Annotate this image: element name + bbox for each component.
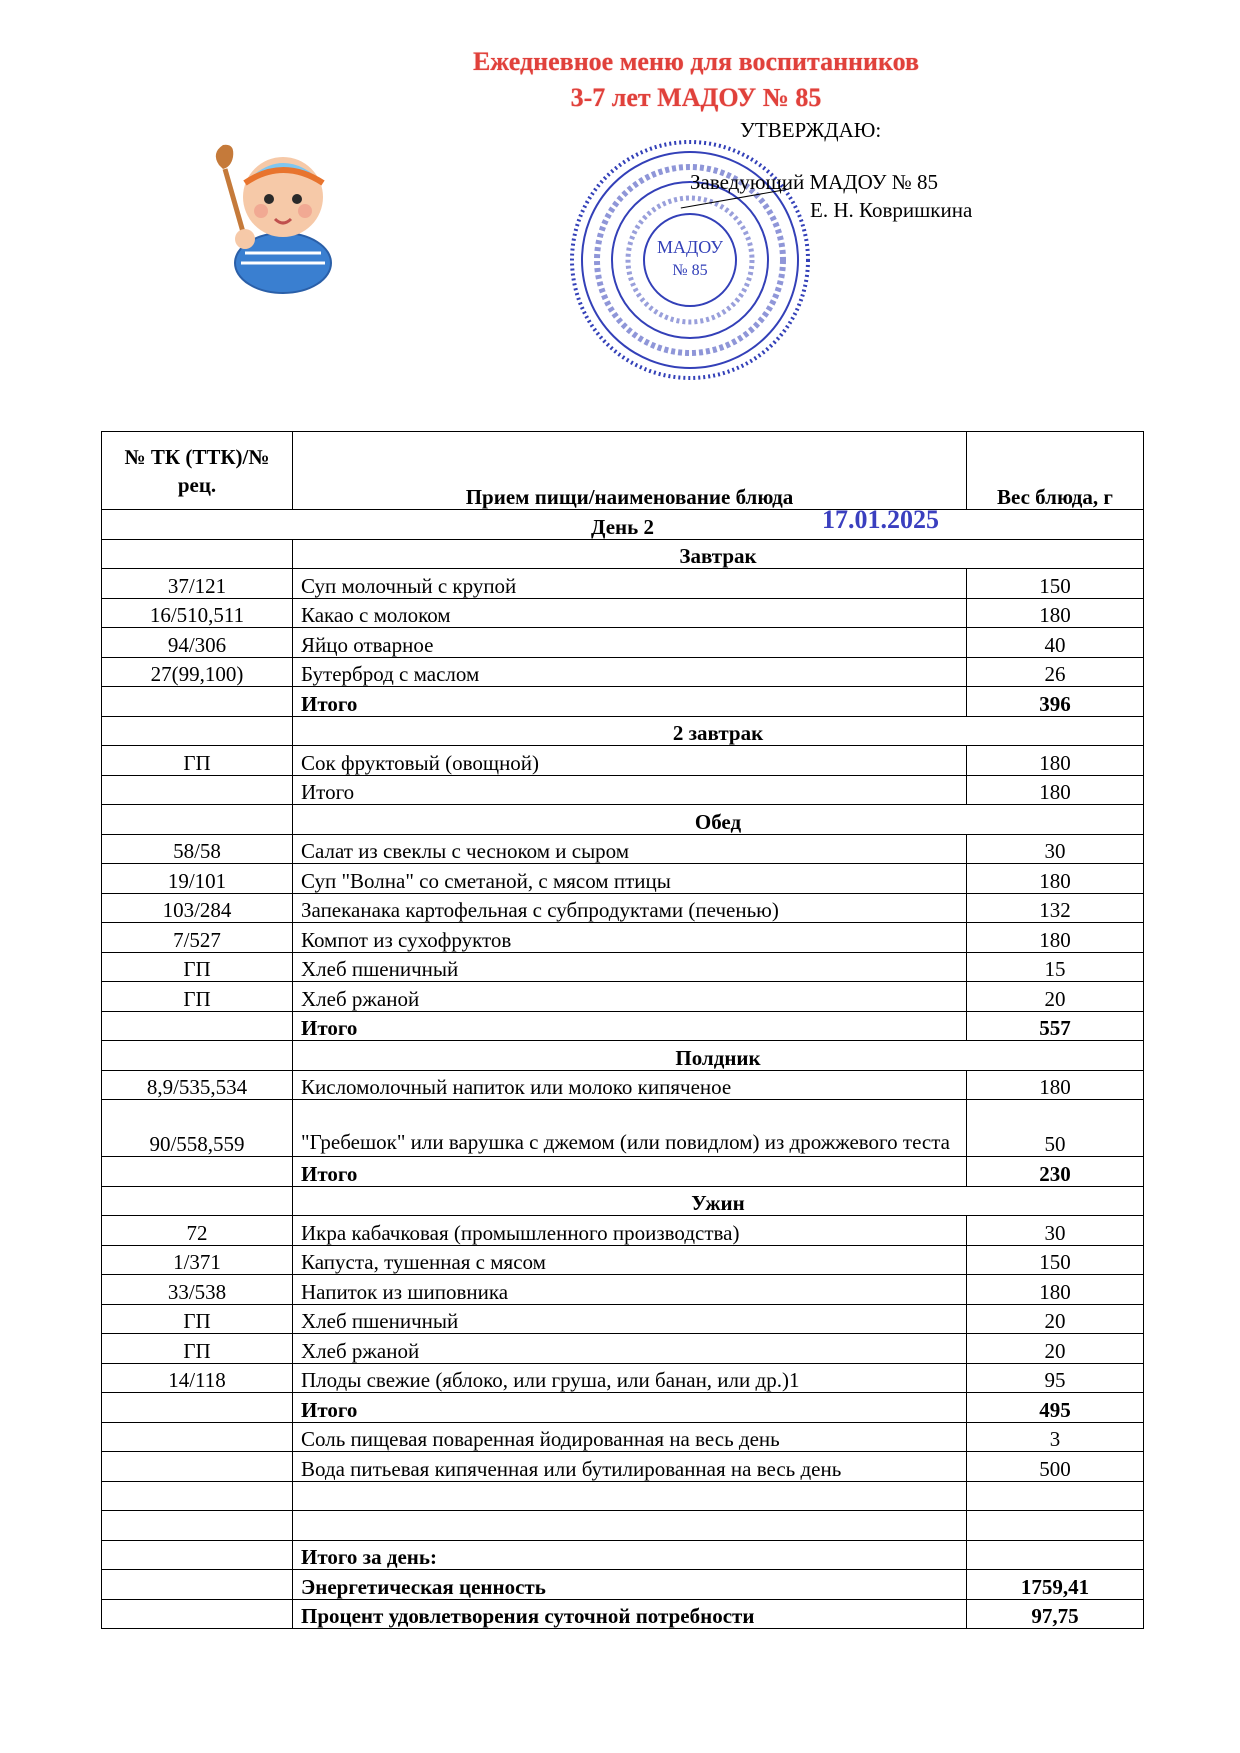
table-row — [102, 1304, 1144, 1334]
dish-code: ГП — [102, 1334, 293, 1364]
table-header-row — [102, 432, 1144, 510]
child-mascot-illustration — [205, 135, 355, 295]
table-row — [102, 952, 1144, 982]
dish-name: Хлеб ржаной — [293, 982, 967, 1012]
total-row — [102, 1011, 1144, 1041]
dish-weight: 180 — [967, 598, 1144, 628]
table-row — [102, 1422, 1144, 1452]
dish-name: Какао с молоком — [293, 598, 967, 628]
table-row — [102, 1334, 1144, 1364]
dish-name: Капуста, тушенная с мясом — [293, 1245, 967, 1275]
extra-weight: 3 — [967, 1422, 1144, 1452]
table-row — [102, 834, 1144, 864]
total-row — [102, 1157, 1144, 1187]
stamp-center-line1: МАДОУ — [656, 237, 724, 257]
dish-name: Салат из свеклы с чесноком и сыром — [293, 834, 967, 864]
col-weight-header: Вес блюда, г — [967, 432, 1144, 510]
dish-code: 7/527 — [102, 923, 293, 953]
table-row — [102, 598, 1144, 628]
dish-code: 1/371 — [102, 1245, 293, 1275]
table-row — [102, 657, 1144, 687]
day-label: День 2 — [591, 514, 654, 539]
total-value: 180 — [967, 775, 1144, 805]
section-title-snack: Полдник — [293, 1041, 1144, 1071]
energy-label: Энергетическая ценность — [293, 1570, 967, 1600]
approve-label: УТВЕРЖДАЮ: — [740, 118, 882, 142]
dish-name: Хлеб пшеничный — [293, 1304, 967, 1334]
dish-name: Яйцо отварное — [293, 628, 967, 658]
table-row — [102, 923, 1144, 953]
stamp-center-line2: № 85 — [672, 262, 708, 279]
table-row — [102, 982, 1144, 1012]
dish-weight: 150 — [967, 1245, 1144, 1275]
day-total-label: Итого за день: — [293, 1540, 967, 1570]
total-label: Итого — [293, 775, 967, 805]
dish-weight: 40 — [967, 628, 1144, 658]
table-row — [102, 1100, 1144, 1157]
dish-weight: 180 — [967, 923, 1144, 953]
dish-code: 27(99,100) — [102, 657, 293, 687]
dish-weight: 180 — [967, 864, 1144, 894]
section-title-second-breakfast: 2 завтрак — [293, 716, 1144, 746]
total-value: 557 — [967, 1011, 1144, 1041]
dish-name: Кисломолочный напиток или молоко кипяченое — [293, 1070, 967, 1100]
energy-value: 1759,41 — [967, 1570, 1144, 1600]
table-row — [102, 746, 1144, 776]
dish-name: Хлеб ржаной — [293, 1334, 967, 1364]
dish-code: 72 — [102, 1216, 293, 1246]
percent-value: 97,75 — [967, 1599, 1144, 1629]
approver-position: Заведующий МАДОУ № 85 — [690, 170, 939, 194]
dish-name: Напиток из шиповника — [293, 1275, 967, 1305]
extra-name: Соль пищевая поваренная йодированная на весь день — [293, 1422, 967, 1452]
menu-date: 17.01.2025 — [822, 509, 939, 534]
approver-name: Е. Н. Ковришкина — [810, 198, 973, 222]
dish-code: ГП — [102, 1304, 293, 1334]
table-row — [102, 1275, 1144, 1305]
col-code-header: № ТК (ТТК)/№ рец. — [102, 432, 293, 510]
menu-title — [336, 44, 1056, 116]
dish-code: ГП — [102, 746, 293, 776]
extra-weight: 500 — [967, 1452, 1144, 1482]
dish-code: 103/284 — [102, 893, 293, 923]
dish-code: 19/101 — [102, 864, 293, 894]
dish-code: 90/558,559 — [102, 1100, 293, 1157]
day-total-row — [102, 1540, 1144, 1570]
dish-name: Запеканака картофельная с субпродуктами (печенью) — [293, 893, 967, 923]
total-label: Итого — [293, 687, 967, 717]
empty-row — [102, 1481, 1144, 1511]
dish-name: Икра кабачковая (промышленного производства) — [293, 1216, 967, 1246]
section-row — [102, 805, 1144, 835]
table-row — [102, 864, 1144, 894]
col-name-header: Прием пищи/наименование блюда — [293, 432, 967, 510]
dish-code: 58/58 — [102, 834, 293, 864]
dish-code: 33/538 — [102, 1275, 293, 1305]
dish-weight: 132 — [967, 893, 1144, 923]
dish-code: 14/118 — [102, 1363, 293, 1393]
table-row — [102, 1363, 1144, 1393]
dish-name: Сок фруктовый (овощной) — [293, 746, 967, 776]
dish-weight: 180 — [967, 1070, 1144, 1100]
percent-label: Процент удовлетворения суточной потребности — [293, 1599, 967, 1629]
extra-name: Вода питьевая кипяченная или бутилированная на весь день — [293, 1452, 967, 1482]
total-row — [102, 775, 1144, 805]
day-row — [102, 510, 1144, 540]
dish-code: 16/510,511 — [102, 598, 293, 628]
section-row — [102, 1186, 1144, 1216]
dish-name: Компот из сухофруктов — [293, 923, 967, 953]
dish-code: ГП — [102, 982, 293, 1012]
table-row — [102, 628, 1144, 658]
dish-name: Суп молочный с крупой — [293, 569, 967, 599]
total-value: 396 — [967, 687, 1144, 717]
section-row — [102, 1041, 1144, 1071]
table-row — [102, 1452, 1144, 1482]
table-row — [102, 569, 1144, 599]
dish-weight: 30 — [967, 1216, 1144, 1246]
dish-weight: 26 — [967, 657, 1144, 687]
table-row — [102, 1070, 1144, 1100]
section-title-breakfast: Завтрак — [293, 539, 1144, 569]
total-label: Итого — [293, 1393, 967, 1423]
menu-title-line1: Ежедневное меню для воспитанников — [472, 47, 920, 76]
dish-code: 8,9/535,534 — [102, 1070, 293, 1100]
energy-row — [102, 1570, 1144, 1600]
table-row — [102, 893, 1144, 923]
dish-code: 94/306 — [102, 628, 293, 658]
dish-weight: 150 — [967, 569, 1144, 599]
dish-code: ГП — [102, 952, 293, 982]
table-row — [102, 1216, 1144, 1246]
dish-name: Суп "Волна" со сметаной, с мясом птицы — [293, 864, 967, 894]
section-row — [102, 716, 1144, 746]
dish-weight: 95 — [967, 1363, 1144, 1393]
dish-name: Бутерброд с маслом — [293, 657, 967, 687]
menu-title-line2: 3-7 лет МАДОУ № 85 — [570, 83, 822, 112]
dish-weight: 20 — [967, 1304, 1144, 1334]
dish-weight: 15 — [967, 952, 1144, 982]
day-cell — [102, 510, 1144, 540]
total-row — [102, 1393, 1144, 1423]
dish-name: Плоды свежие (яблоко, или груша, или банан, или др.)1 — [293, 1363, 967, 1393]
total-value: 495 — [967, 1393, 1144, 1423]
section-row — [102, 539, 1144, 569]
dish-code: 37/121 — [102, 569, 293, 599]
dish-name: "Гребешок" или варушка с джемом (или повидлом) из дрожжевого теста — [293, 1100, 967, 1157]
total-row — [102, 687, 1144, 717]
empty-row — [102, 1511, 1144, 1541]
total-label: Итого — [293, 1011, 967, 1041]
dish-name: Хлеб пшеничный — [293, 952, 967, 982]
percent-row — [102, 1599, 1144, 1629]
section-title-lunch: Обед — [293, 805, 1144, 835]
dish-weight: 50 — [967, 1100, 1144, 1157]
menu-table — [101, 431, 1144, 1629]
dish-weight: 30 — [967, 834, 1144, 864]
table-row — [102, 1245, 1144, 1275]
dish-weight: 180 — [967, 746, 1144, 776]
section-title-dinner: Ужин — [293, 1186, 1144, 1216]
total-label: Итого — [293, 1157, 967, 1187]
dish-weight: 20 — [967, 1334, 1144, 1364]
total-value: 230 — [967, 1157, 1144, 1187]
dish-weight: 20 — [967, 982, 1144, 1012]
dish-weight: 180 — [967, 1275, 1144, 1305]
